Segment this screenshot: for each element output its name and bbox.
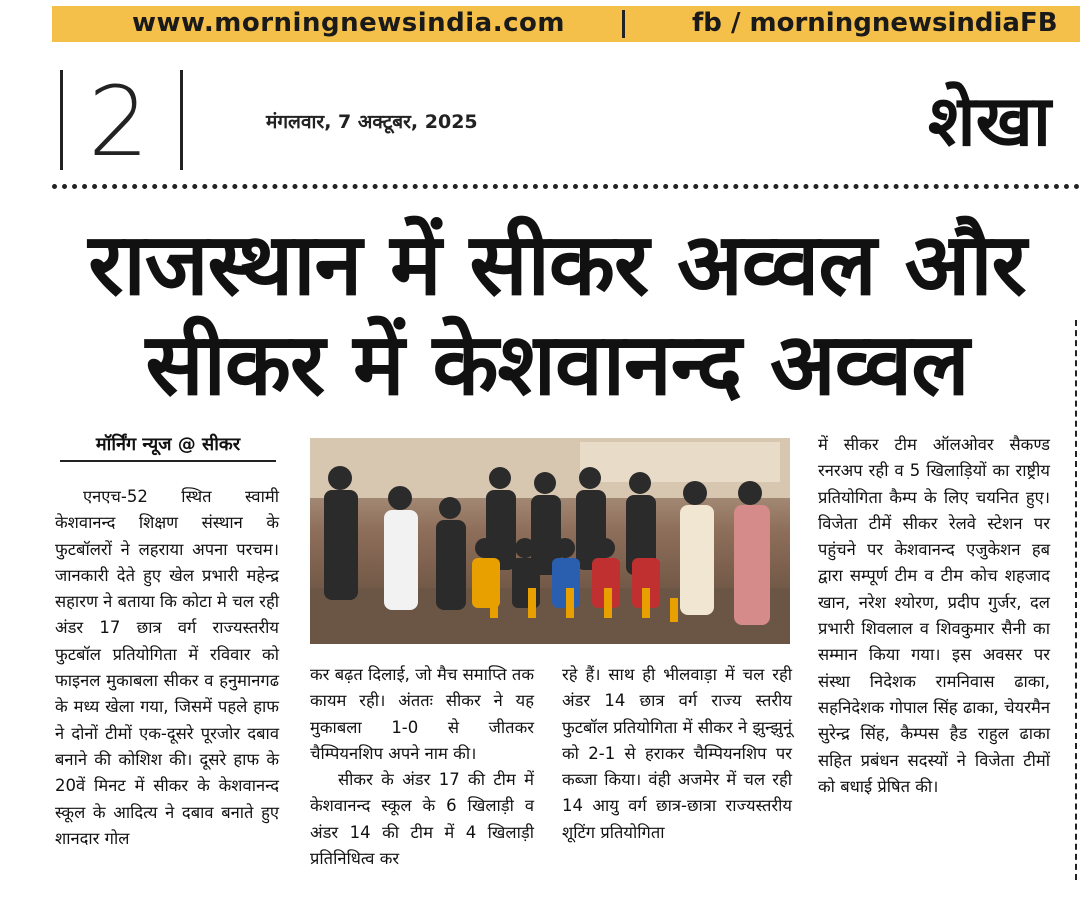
team-photo [310, 438, 790, 644]
team-photo-illustration [310, 438, 790, 644]
headline-line-2: सीकर में केशवानन्द अव्वल [145, 315, 969, 415]
article-column-3: रहे हैं। साथ ही भीलवाड़ा में चल रही अंडर 14 छात्र वर्ग राज्य स्तरीय फुटबॉल प्रतियोगिता में सीकर ने झुन्झुनूं को 2-1 से हराकर चैम्पियनशिप पर कब्जा किया। वंही अजमेर में चल रही 14 आयु वर्ग छात्र-छात्रा राज्यस्तरीय शूटिंग प्रतियोगिता [562, 665, 792, 842]
byline: मॉर्निंग न्यूज @ सीकर [60, 432, 276, 462]
article-column-2 [310, 662, 534, 872]
website-url[interactable]: www.morningnewsindia.com [132, 8, 565, 38]
top-banner [52, 6, 1080, 42]
page-edge-rule [1075, 320, 1079, 880]
headline-line-1: राजस्थान में सीकर अव्वल और [88, 215, 1026, 315]
issue-date: मंगलवार, 7 अक्टूबर, 2025 [266, 111, 478, 133]
banner-divider [622, 10, 625, 38]
article-column-1: एनएच-52 स्थित स्वामी केशवानन्द शिक्षण संस्थान के फुटबॉलरों ने लहराया अपना परचम। जानकारी देते हुए खेल प्रभारी महेन्द्र सहारण ने बताया कि कोटा मे चल रही अंडर 17 छात्र वर्ग राज्यस्तरीय फुटबॉल प्रतियोगिता में रविवार को फाइनल मुकाबला सीकर व हनुमानगढ के मध्य खेला गया, जिसमें पहले हाफ ने दोनों टीमों एक-दूसरे पूरजोर दबाव बनाने की कोशिश की। दूसरे हाफ के 20वें मिनट में सीकर के केशवानन्द स्कूल के आदित्य ने दबाव बनाते हुए शानदार गोल [55, 487, 279, 848]
column-2-paragraph-2: सीकर के अंडर 17 की टीम में केशवानन्द स्कूल के 6 खिलाड़ी व अंडर 14 की टीम में 4 खिलाड़ी प्रतिनिधित्व कर [310, 770, 534, 869]
header-dotted-rule [52, 184, 1080, 189]
facebook-handle[interactable]: fb / morningnewsindiaFB [692, 8, 1058, 38]
page-number-rule-right [180, 70, 183, 170]
column-2-paragraph-1: कर बढ़त दिलाई, जो मैच समाप्ति तक कायम रही। अंततः सीकर ने यह मुकाबला 1-0 से जीतकर चैम्पियनशिप अपने नाम की। [310, 665, 534, 763]
article-column-4: में सीकर टीम ऑलओवर सैकण्ड रनरअप रही व 5 खिलाड़ियों का राष्ट्रीय प्रतियोगिता कैम्प के लिए चयनित हुए। विजेता टीमें सीकर रेलवे स्टेशन पर पहुंचने पर केशवानन्द एजुकेशन हब द्वारा सम्पूर्ण टीम व टीम कोच शहजाद खान, नरेश श्योरण, प्रदीप गुर्जर, दल प्रभारी शिवलाल व शिवकुमार सैनी का सम्मान किया गया। इस अवसर पर संस्था निदेशक रामनिवास ढाका, सहनिदेशक गोपाल सिंह ढाका, चेयरमैन सुरेन्द्र सिंह, कैम्पस हैड राहुल ढाका सहित प्रबंधन सदस्यों ने विजेता टीमों को बधाई प्रेषित की। [818, 435, 1050, 796]
page-number-rule-left [60, 70, 63, 170]
section-title: शेखा [928, 80, 1051, 162]
page-number: 2 [88, 66, 150, 178]
